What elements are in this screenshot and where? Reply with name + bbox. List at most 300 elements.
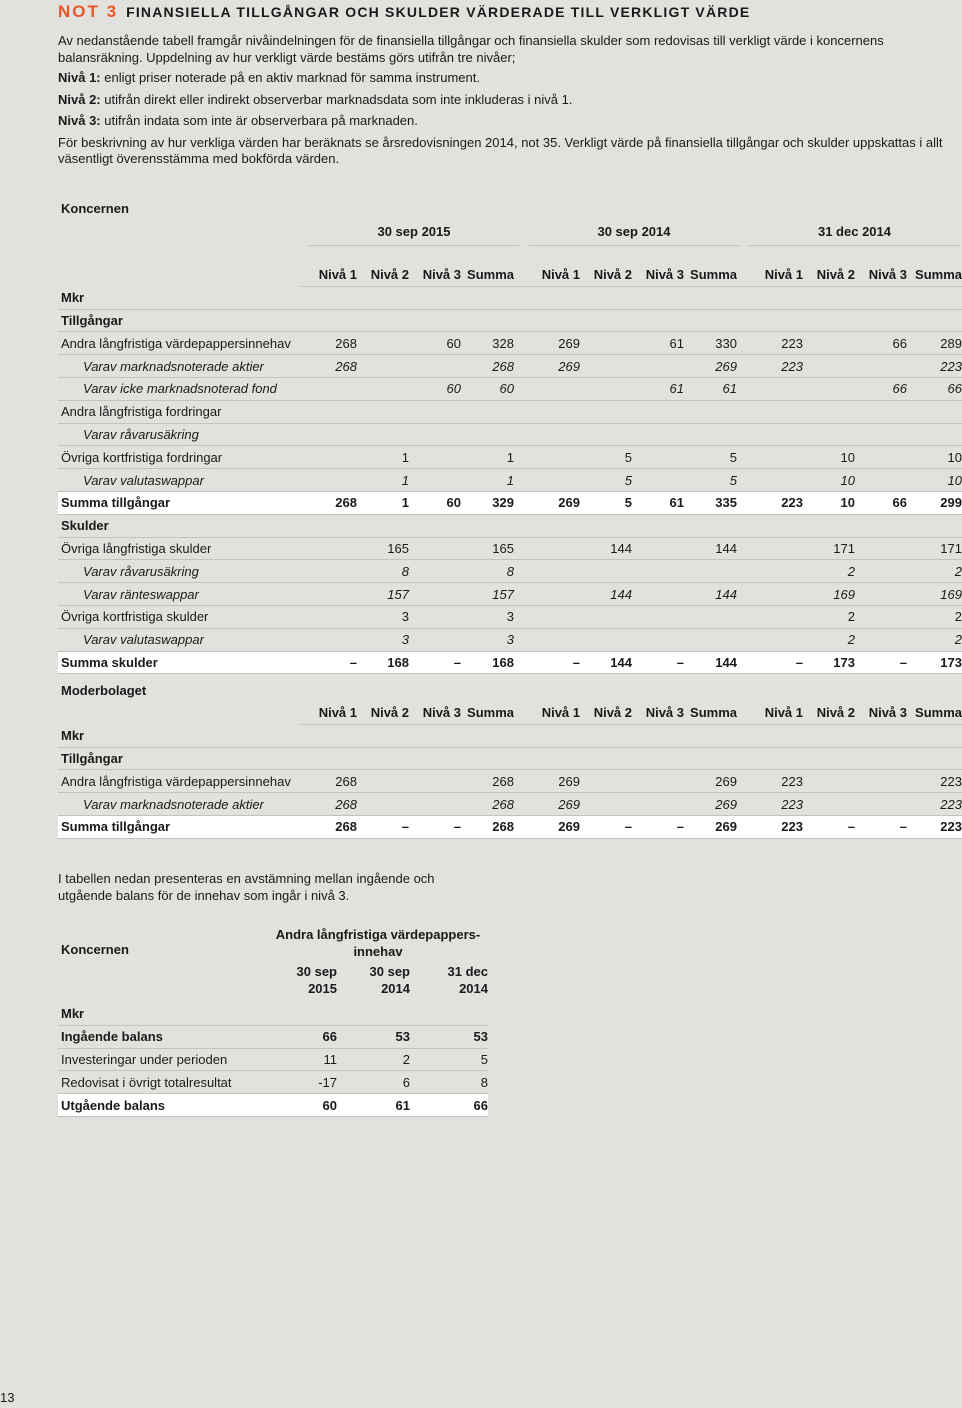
value-cell: 144 [580, 537, 632, 560]
empty-cell [301, 286, 357, 309]
reco-header-row [58, 963, 488, 980]
value-cell: – [855, 651, 907, 674]
empty-cell [632, 286, 684, 309]
row-label: Varav valutaswappar [58, 469, 301, 492]
value-cell: 66 [410, 1094, 488, 1117]
table-row [58, 491, 962, 514]
empty-cell [907, 724, 962, 747]
value-cell [803, 309, 855, 332]
value-cell [855, 446, 907, 469]
value-cell: 5 [410, 1048, 488, 1071]
column-gap [514, 651, 524, 674]
value-cell: 60 [278, 1094, 337, 1117]
empty-cell [855, 724, 907, 747]
value-cell [301, 605, 357, 628]
empty-cell [337, 1003, 410, 1025]
value-cell: 10 [907, 469, 962, 492]
valuation-paragraph: För beskrivning av hur verkliga värden har beräknats se årsredovisningen 2014, not 35. Verkligt värde på finansiella tillgångar och skulder uppskattas i allt väsentligt överensstämma med bokförda värden. [58, 134, 943, 166]
column-gap [514, 491, 524, 514]
value-cell: – [409, 651, 461, 674]
value-cell: 168 [357, 651, 409, 674]
column-header: Nivå 2 [803, 264, 855, 286]
column-gap [514, 400, 524, 423]
row-label: Varav råvarusäkring [58, 423, 301, 446]
value-cell: 171 [803, 537, 855, 560]
value-cell [409, 309, 461, 332]
column-gap [514, 605, 524, 628]
value-cell [632, 537, 684, 560]
value-cell [409, 747, 461, 770]
value-cell: 269 [684, 793, 737, 816]
value-cell [409, 560, 461, 583]
value-cell: 269 [524, 491, 580, 514]
column-header: 31 dec [447, 964, 488, 979]
column-gap [514, 702, 524, 724]
column-gap [514, 264, 524, 286]
column-header: Nivå 2 [580, 264, 632, 286]
table-row [58, 514, 962, 537]
column-header: Summa [907, 264, 962, 286]
header-spacer [58, 980, 278, 997]
value-cell: 61 [632, 491, 684, 514]
column-gap [737, 815, 747, 838]
value-cell [747, 469, 803, 492]
value-cell: 1 [461, 446, 514, 469]
value-cell [907, 400, 962, 423]
value-cell [907, 514, 962, 537]
column-gap [737, 469, 747, 492]
value-cell [803, 400, 855, 423]
table-row [58, 1048, 488, 1071]
value-cell [461, 423, 514, 446]
value-cell: 144 [684, 537, 737, 560]
row-label: Summa tillgångar [58, 491, 301, 514]
level-1-line [58, 70, 960, 87]
column-header: Nivå 2 [357, 702, 409, 724]
value-cell [855, 469, 907, 492]
reco-header-row [58, 980, 488, 997]
column-header: Nivå 2 [803, 702, 855, 724]
empty-cell [747, 724, 803, 747]
level-1-label: Nivå 1: [58, 70, 101, 85]
value-cell [524, 537, 580, 560]
column-header: Nivå 1 [747, 702, 803, 724]
value-cell [580, 628, 632, 651]
value-cell: 2 [907, 560, 962, 583]
row-label: Varav icke marknadsnoterad fond [58, 377, 301, 400]
value-cell: – [747, 651, 803, 674]
value-cell: 66 [855, 377, 907, 400]
value-cell [803, 355, 855, 378]
column-gap [514, 793, 524, 816]
value-cell: 3 [357, 605, 409, 628]
header-spacer [58, 963, 278, 980]
column-header: Summa [684, 264, 737, 286]
value-cell [684, 423, 737, 446]
value-cell: 6 [337, 1071, 410, 1094]
column-gap [514, 309, 524, 332]
value-cell [632, 469, 684, 492]
value-cell: 169 [907, 583, 962, 606]
column-gap [514, 628, 524, 651]
value-cell: 268 [301, 491, 357, 514]
value-cell [632, 400, 684, 423]
value-cell [684, 400, 737, 423]
value-cell: 269 [524, 815, 580, 838]
value-cell [684, 514, 737, 537]
value-cell [855, 560, 907, 583]
value-cell: 5 [684, 469, 737, 492]
value-cell [747, 309, 803, 332]
empty-cell [580, 286, 632, 309]
value-cell [632, 770, 684, 793]
row-label: Övriga kortfristiga fordringar [58, 446, 301, 469]
value-cell: 289 [907, 332, 962, 355]
value-cell [632, 355, 684, 378]
column-header: 30 sep [296, 964, 337, 979]
value-cell: 144 [580, 651, 632, 674]
column-gap [737, 309, 747, 332]
value-cell: 53 [410, 1025, 488, 1048]
empty-cell [357, 286, 409, 309]
value-cell [580, 355, 632, 378]
column-gap [514, 815, 524, 838]
column-header: Summa [907, 702, 962, 724]
unit-row [58, 724, 962, 747]
value-cell [907, 423, 962, 446]
value-cell: 10 [803, 446, 855, 469]
value-cell [409, 400, 461, 423]
value-cell: 5 [684, 446, 737, 469]
value-cell [855, 605, 907, 628]
row-label: Övriga kortfristiga skulder [58, 605, 301, 628]
value-cell: – [632, 651, 684, 674]
empty-cell [747, 286, 803, 309]
value-cell [357, 355, 409, 378]
value-cell: 223 [747, 332, 803, 355]
value-cell: 223 [907, 770, 962, 793]
empty-cell [409, 724, 461, 747]
value-cell: – [632, 815, 684, 838]
column-gap [737, 400, 747, 423]
value-cell: 66 [855, 332, 907, 355]
value-cell: 61 [632, 332, 684, 355]
table-row [58, 770, 962, 793]
empty-cell [524, 286, 580, 309]
table-row [58, 560, 962, 583]
value-cell: 1 [461, 469, 514, 492]
value-cell: 330 [684, 332, 737, 355]
value-cell [524, 560, 580, 583]
value-cell [747, 377, 803, 400]
value-cell: 269 [524, 770, 580, 793]
value-cell: 144 [580, 583, 632, 606]
column-header: Summa [461, 702, 514, 724]
level-3-text: utifrån indata som inte är observerbara på marknaden. [100, 113, 418, 128]
column-header: Nivå 1 [747, 264, 803, 286]
intro-paragraph: Av nedanstående tabell framgår nivåindelningen för de finansiella tillgångar och finansiella skulder som redovisas till verkligt värde i koncernens balansräkning. Uppdelning av hur verkligt värde bestäms görs utifrån tre nivåer; [58, 33, 884, 65]
reco-title: Koncernen [61, 942, 129, 957]
value-cell: 269 [684, 355, 737, 378]
value-cell [580, 400, 632, 423]
column-header: Summa [684, 702, 737, 724]
value-cell [855, 355, 907, 378]
note-number: NOT 3 [58, 2, 119, 21]
value-cell: 269 [684, 815, 737, 838]
column-header: Nivå 1 [301, 264, 357, 286]
table-row [58, 537, 962, 560]
value-cell [580, 793, 632, 816]
empty-cell [580, 724, 632, 747]
value-cell: 61 [684, 377, 737, 400]
column-header: Nivå 3 [632, 264, 684, 286]
value-cell: 223 [747, 491, 803, 514]
value-cell [301, 537, 357, 560]
column-header: 2015 [308, 981, 337, 996]
value-cell: 5 [580, 446, 632, 469]
table-row [58, 1094, 488, 1117]
value-cell [684, 605, 737, 628]
value-cell [409, 628, 461, 651]
value-cell [632, 514, 684, 537]
empty-cell [737, 286, 747, 309]
value-cell: – [409, 815, 461, 838]
value-cell: 2 [907, 605, 962, 628]
value-cell [855, 423, 907, 446]
value-cell [803, 332, 855, 355]
row-label: Varav råvarusäkring [58, 560, 301, 583]
empty-cell [514, 724, 524, 747]
reconciliation-intro: I tabellen nedan presenteras en avstämning mellan ingående och utgående balans för de innehav som ingår i nivå 3. [58, 871, 435, 903]
value-cell: 61 [337, 1094, 410, 1117]
value-cell [855, 400, 907, 423]
value-cell: 5 [580, 491, 632, 514]
value-cell [461, 514, 514, 537]
empty-cell [524, 724, 580, 747]
value-cell: 269 [524, 355, 580, 378]
value-cell [580, 377, 632, 400]
level-2-line [58, 92, 960, 109]
value-cell: 2 [907, 628, 962, 651]
value-cell [632, 446, 684, 469]
value-cell: – [301, 651, 357, 674]
table-row [58, 628, 962, 651]
value-cell [524, 605, 580, 628]
level-3-line [58, 113, 960, 130]
value-cell [301, 423, 357, 446]
value-cell [461, 400, 514, 423]
column-gap [514, 469, 524, 492]
column-gap [737, 770, 747, 793]
header-spacer [58, 702, 301, 724]
column-header-row [58, 264, 962, 286]
value-cell [409, 514, 461, 537]
value-cell: 168 [461, 651, 514, 674]
value-cell [524, 469, 580, 492]
value-cell [461, 747, 514, 770]
value-cell [301, 446, 357, 469]
column-gap [514, 583, 524, 606]
value-cell [855, 537, 907, 560]
value-cell [855, 309, 907, 332]
empty-cell [357, 724, 409, 747]
value-cell: 1 [357, 446, 409, 469]
column-gap [737, 793, 747, 816]
value-cell [357, 309, 409, 332]
value-cell [524, 747, 580, 770]
value-cell [803, 747, 855, 770]
column-header: Nivå 3 [632, 702, 684, 724]
value-cell [301, 309, 357, 332]
column-gap [737, 423, 747, 446]
value-cell [684, 309, 737, 332]
level-2-text: utifrån direkt eller indirekt observerbar marknadsdata som inte inkluderas i nivå 1. [100, 91, 573, 107]
value-cell [409, 583, 461, 606]
value-cell [747, 537, 803, 560]
value-cell [524, 628, 580, 651]
value-cell [803, 377, 855, 400]
value-cell: – [803, 815, 855, 838]
value-cell: 329 [461, 491, 514, 514]
value-cell: 269 [524, 332, 580, 355]
value-cell [580, 423, 632, 446]
value-cell: 10 [803, 469, 855, 492]
table-row [58, 309, 962, 332]
table-row [58, 1071, 488, 1094]
value-cell: 144 [684, 583, 737, 606]
value-cell [580, 309, 632, 332]
column-gap [737, 355, 747, 378]
value-cell [409, 423, 461, 446]
column-gap [514, 770, 524, 793]
row-label: Redovisat i övrigt totalresultat [58, 1071, 278, 1094]
column-header: Nivå 3 [855, 702, 907, 724]
value-cell [632, 423, 684, 446]
column-header: Nivå 1 [301, 702, 357, 724]
row-label: Varav marknadsnoterade aktier [58, 793, 301, 816]
column-gap [737, 332, 747, 355]
level-3-label: Nivå 3: [58, 113, 101, 128]
value-cell: -17 [278, 1071, 337, 1094]
value-cell [301, 747, 357, 770]
column-gap [737, 446, 747, 469]
empty-cell [409, 286, 461, 309]
value-cell [580, 747, 632, 770]
value-cell [747, 605, 803, 628]
column-header: Nivå 1 [524, 264, 580, 286]
value-cell: 8 [461, 560, 514, 583]
value-cell: 268 [301, 770, 357, 793]
value-cell: – [855, 815, 907, 838]
column-gap [514, 377, 524, 400]
empty-cell [514, 286, 524, 309]
moderbolaget-table [58, 702, 962, 839]
value-cell [357, 332, 409, 355]
value-cell [747, 514, 803, 537]
empty-cell [278, 1003, 337, 1025]
value-cell: 173 [907, 651, 962, 674]
value-cell [907, 309, 962, 332]
value-cell [747, 747, 803, 770]
value-cell [580, 514, 632, 537]
column-gap [737, 747, 747, 770]
value-cell: 144 [684, 651, 737, 674]
value-cell: 66 [907, 377, 962, 400]
value-cell [524, 583, 580, 606]
column-gap [514, 537, 524, 560]
empty-cell [301, 724, 357, 747]
koncernen-title: Koncernen [61, 201, 129, 216]
value-cell [855, 793, 907, 816]
row-label: Utgående balans [58, 1094, 278, 1117]
value-cell: 269 [684, 770, 737, 793]
value-cell [803, 514, 855, 537]
value-cell: 171 [907, 537, 962, 560]
table-row [58, 815, 962, 838]
column-header: Nivå 2 [580, 702, 632, 724]
value-cell [747, 446, 803, 469]
table-row [58, 355, 962, 378]
value-cell [803, 423, 855, 446]
value-cell: 2 [803, 560, 855, 583]
value-cell: 223 [907, 815, 962, 838]
value-cell [580, 770, 632, 793]
value-cell: – [580, 815, 632, 838]
value-cell: 53 [337, 1025, 410, 1048]
value-cell [855, 583, 907, 606]
table-row [58, 1025, 488, 1048]
empty-cell [737, 724, 747, 747]
value-cell: 60 [409, 377, 461, 400]
value-cell [301, 377, 357, 400]
moderbolaget-title: Moderbolaget [61, 683, 147, 698]
note-title [58, 2, 750, 22]
column-gap [737, 377, 747, 400]
row-label: Övriga långfristiga skulder [58, 537, 301, 560]
column-header: Nivå 3 [409, 264, 461, 286]
reco-group-header: Andra långfristiga värdepappers-innehav [275, 927, 481, 959]
value-cell [632, 793, 684, 816]
value-cell: 60 [461, 377, 514, 400]
column-gap [737, 537, 747, 560]
table-row [58, 423, 962, 446]
value-cell [632, 628, 684, 651]
empty-cell [461, 286, 514, 309]
row-label: Varav marknadsnoterade aktier [58, 355, 301, 378]
column-gap [737, 491, 747, 514]
value-cell: 66 [855, 491, 907, 514]
table-row [58, 651, 962, 674]
column-header: Nivå 2 [357, 264, 409, 286]
value-cell [357, 377, 409, 400]
column-gap [514, 560, 524, 583]
value-cell [855, 747, 907, 770]
value-cell: 1 [357, 491, 409, 514]
page-number: 13 [0, 1390, 15, 1405]
value-cell [409, 605, 461, 628]
value-cell [803, 793, 855, 816]
table-row [58, 377, 962, 400]
row-label: Ingående balans [58, 1025, 278, 1048]
value-cell [524, 377, 580, 400]
value-cell: – [524, 651, 580, 674]
row-label: Varav valutaswappar [58, 628, 301, 651]
column-gap [737, 651, 747, 674]
column-gap [514, 514, 524, 537]
empty-cell [907, 286, 962, 309]
table-row [58, 583, 962, 606]
value-cell: 11 [278, 1048, 337, 1071]
